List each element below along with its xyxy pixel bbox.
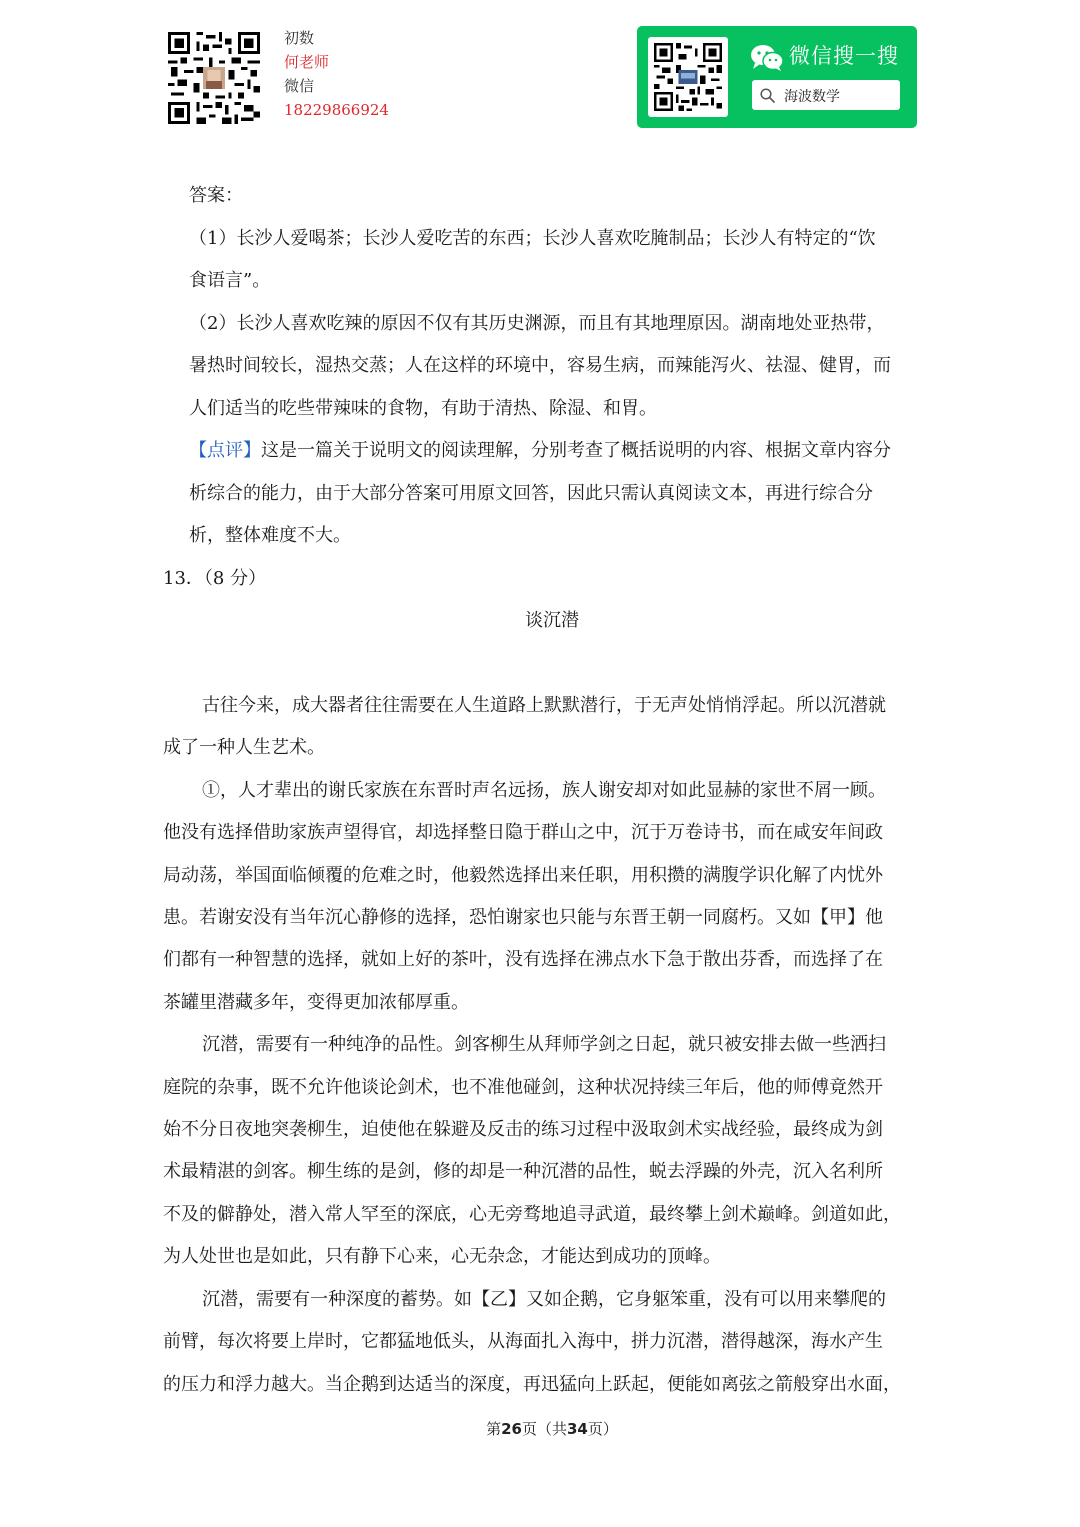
para2-line-6: 茶罐里潜藏多年，变得更加浓郁厚重。 xyxy=(163,992,469,1013)
comment-line-2: 析综合的能力，由于大部分答案可用原文回答，因此只需认真阅读文本，再进行综合分 xyxy=(189,483,873,504)
wechat-search-text: 海波数学 xyxy=(784,89,840,105)
footer-prefix: 第 xyxy=(486,1420,502,1438)
para3-line-4: 术最精湛的剑客。柳生练的是剑，修的却是一种沉潜的品性，蜕去浮躁的外壳，沉入名利所 xyxy=(163,1161,883,1182)
footer-total-pages: 34 xyxy=(567,1420,588,1438)
wechat-search-box[interactable] xyxy=(752,80,900,110)
answer-p1-line-1: （1）长沙人爱喝茶；长沙人爱吃苦的东西；长沙人喜欢吃腌制品；长沙人有特定的“饮 xyxy=(189,228,876,249)
contact-wechat-label: 微信 xyxy=(284,77,315,95)
search-icon xyxy=(760,88,775,103)
wechat-search-card[interactable] xyxy=(637,26,917,128)
para2-line-1: ①，人才辈出的谢氏家族在东晋时声名远扬，族人谢安却对如此显赫的家世不屑一顾。 xyxy=(202,780,886,801)
para4-line-3: 的压力和浮力越大。当企鹅到达适当的深度，再迅猛向上跃起，便能如离弦之箭般穿出水面， xyxy=(163,1374,901,1395)
contact-info xyxy=(284,26,389,122)
comment-text-1: 这是一篇关于说明文的阅读理解，分别考查了概括说明的内容、根据文章内容分 xyxy=(261,440,891,461)
question-number: 13．（8 分） xyxy=(163,568,267,589)
comment-tag: 【点评】 xyxy=(189,440,261,461)
comment-line-1 xyxy=(189,439,891,463)
para4-line-1: 沉潜，需要有一种深度的蓄势。如【乙】又如企鹅，它身躯笨重，没有可以用来攀爬的 xyxy=(202,1289,886,1310)
footer-page-number: 26 xyxy=(501,1420,522,1438)
wechat-search-title: 微信搜一搜 xyxy=(789,44,899,68)
footer-suffix: 页） xyxy=(587,1420,618,1438)
para1-line-1: 古往今来，成大器者往往需要在人生道路上默默潜行，于无声处悄悄浮起。所以沉潜就 xyxy=(202,695,886,716)
answer-p2-line-1: （2）长沙人喜欢吃辣的原因不仅有其历史渊源，而且有其地理原因。湖南地处亚热带， xyxy=(189,313,885,334)
para2-line-5: 们都有一种智慧的选择，就如上好的茶叶，没有选择在沸点水下急于散出芬香，而选择了在 xyxy=(163,949,883,970)
article-title: 谈沉潜 xyxy=(525,610,579,631)
answer-p2-line-2: 暑热时间较长，湿热交蒸；人在这样的环境中，容易生病，而辣能泻火、祛湿、健胃，而 xyxy=(189,355,891,376)
answer-p1-line-2: 食语言”。 xyxy=(189,270,271,291)
para3-line-5: 不及的僻静处，潜入常人罕至的深底，心无旁骛地追寻武道，最终攀上剑术巅峰。剑道如此， xyxy=(163,1204,901,1225)
qr-code-left xyxy=(168,32,260,124)
para3-line-3: 始不分日夜地突袭柳生，迫使他在躲避及反击的练习过程中汲取剑术实战经验，最终成为剑 xyxy=(163,1119,883,1140)
para3-line-1: 沉潜，需要有一种纯净的品性。剑客柳生从拜师学剑之日起，就只被安排去做一些洒扫 xyxy=(202,1034,886,1055)
page-footer xyxy=(0,1418,1080,1439)
para4-line-2: 前臂，每次将要上岸时，它都猛地低头，从海面扎入海中，拼力沉潜，潜得越深，海水产生 xyxy=(163,1331,883,1352)
qr-code-wechat xyxy=(648,37,728,117)
para3-line-6: 为人处世也是如此，只有静下心来，心无杂念，才能达到成功的顶峰。 xyxy=(163,1246,721,1267)
answer-label: 答案： xyxy=(189,185,243,206)
para2-line-4: 患。若谢安没有当年沉心静修的选择，恐怕谢家也只能与东晋王朝一同腐朽。又如【甲】他 xyxy=(163,907,883,928)
contact-phone: 18229866924 xyxy=(284,101,389,119)
para2-line-3: 局动荡，举国面临倾覆的危难之时，他毅然选择出来任职，用积攒的满腹学识化解了内忧外 xyxy=(163,865,883,886)
wechat-logo-icon xyxy=(750,44,784,72)
footer-mid: 页（共 xyxy=(521,1420,567,1438)
para3-line-2: 庭院的杂事，既不允许他谈论剑术，也不准他碰剑，这种状况持续三年后，他的师傅竟然开 xyxy=(163,1077,883,1098)
contact-subject: 初数 xyxy=(284,29,315,47)
contact-teacher: 何老师 xyxy=(284,53,330,71)
para1-line-2: 成了一种人生艺术。 xyxy=(163,737,325,758)
answer-p2-line-3: 人们适当的吃些带辣味的食物，有助于清热、除湿、和胃。 xyxy=(189,398,657,419)
comment-line-3: 析，整体难度不大。 xyxy=(189,525,351,546)
para2-line-2: 他没有选择借助家族声望得官，却选择整日隐于群山之中，沉于万卷诗书，而在咸安年间政 xyxy=(163,822,883,843)
